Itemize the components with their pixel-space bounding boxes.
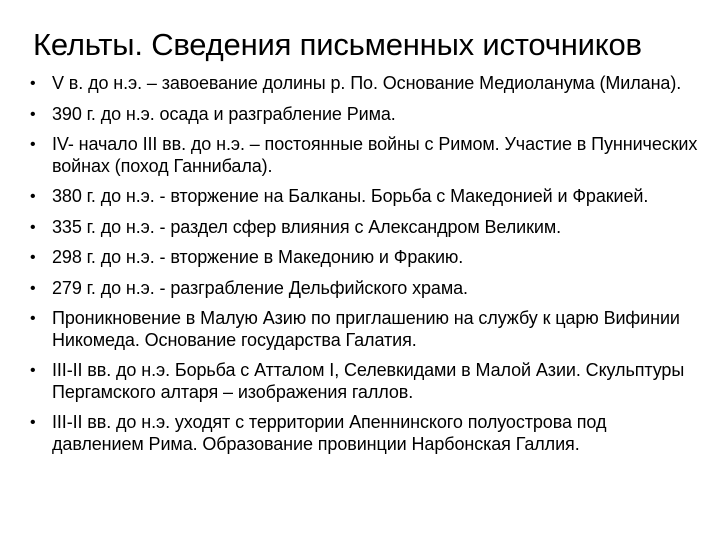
list-item	[30, 278, 700, 300]
bullet-icon: •	[30, 105, 36, 123]
bullet-icon: •	[30, 218, 36, 236]
list-item-text: 380 г. до н.э. - вторжение на Балканы. Борьба с Македонией и Фракией.	[52, 186, 649, 206]
list-item	[30, 247, 700, 269]
bullet-icon: •	[30, 188, 36, 205]
list-item	[30, 217, 700, 239]
bullet-icon: •	[30, 75, 36, 92]
list-item	[30, 308, 700, 351]
list-item-text: III-II вв. до н.э. уходят с территории Апеннинского полуострова под давлением Рима. Образование провинции Нарбонская Галлия.	[52, 412, 607, 454]
slide-title: Кельты. Сведения письменных источников	[33, 27, 642, 62]
list-item	[30, 186, 700, 208]
bullet-list	[30, 73, 700, 464]
list-item-text: 335 г. до н.э. - раздел сфер влияния с Александром Великим.	[52, 216, 561, 237]
list-item-text: Проникновение в Малую Азию по приглашению на службу к царю Вифинии Никомеда. Основание государства Галатия.	[52, 308, 680, 350]
list-item	[30, 134, 700, 177]
list-item	[30, 104, 700, 126]
list-item-text: 390 г. до н.э. осада и разграбление Рима.	[52, 103, 396, 124]
bullet-icon: •	[30, 136, 36, 153]
list-item	[30, 412, 700, 455]
list-item-text: III-II вв. до н.э. Борьба с Атталом I, Селевкидами в Малой Азии. Скульптуры Пергамского алтаря – изображения галлов.	[52, 360, 685, 402]
bullet-icon: •	[30, 279, 36, 297]
list-item	[30, 73, 700, 95]
list-item-text: IV- начало III вв. до н.э. – постоянные войны с Римом. Участие в Пуннических войнах (поход Ганнибала).	[52, 134, 698, 176]
bullet-icon: •	[30, 249, 36, 266]
list-item-text: V в. до н.э. – завоевание долины р. По. Основание Медиоланума (Милана).	[52, 73, 682, 93]
list-item	[30, 360, 700, 403]
bullet-icon: •	[30, 310, 36, 327]
list-item-text: 298 г. до н.э. - вторжение в Македонию и Фракию.	[52, 247, 464, 267]
bullet-icon: •	[30, 362, 36, 379]
list-item-text: 279 г. до н.э. - разграбление Дельфийского храма.	[52, 277, 468, 298]
bullet-icon: •	[30, 414, 36, 431]
